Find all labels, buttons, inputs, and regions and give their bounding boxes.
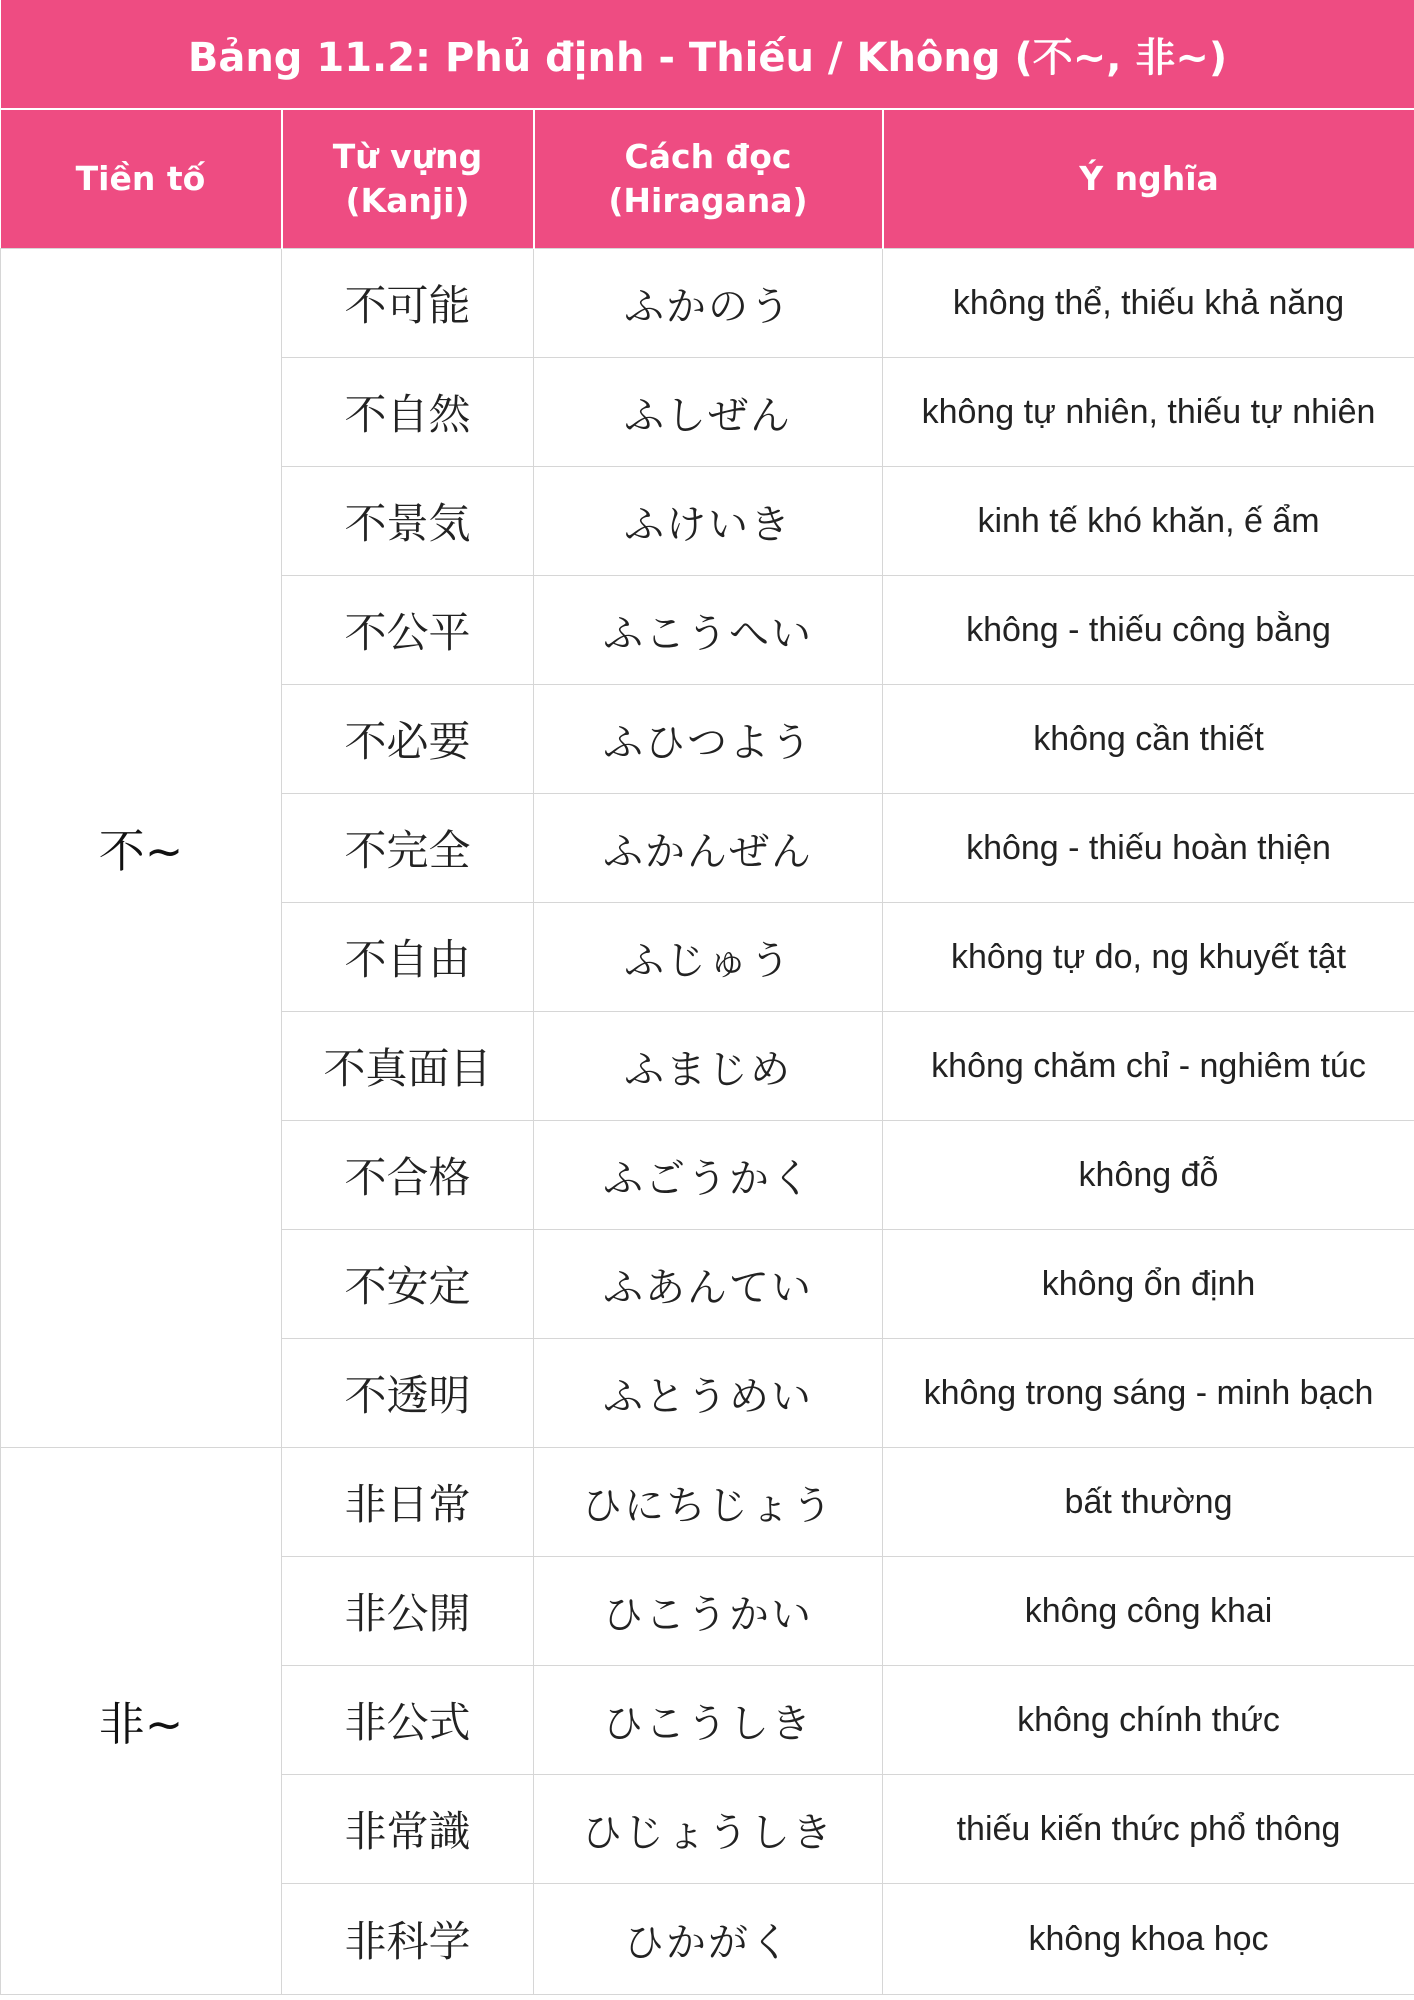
meaning-cell: không tự do, ng khuyết tật (883, 903, 1414, 1012)
prefix-cell: 非~ (1, 1448, 282, 1995)
reading-cell: ひこうかい (534, 1557, 883, 1666)
header-reading (534, 109, 883, 249)
kanji-cell: 非公式 (282, 1666, 534, 1775)
kanji-cell: 不自然 (282, 358, 534, 467)
kanji-cell: 不景気 (282, 467, 534, 576)
meaning-cell: không khoa học (883, 1884, 1414, 1995)
meaning-cell: không công khai (883, 1557, 1414, 1666)
kanji-cell: 不真面目 (282, 1012, 534, 1121)
reading-cell: ふひつよう (534, 685, 883, 794)
reading-cell: ふとうめい (534, 1339, 883, 1448)
reading-cell: ふかんぜん (534, 794, 883, 903)
header-prefix: Tiền tố (1, 109, 282, 249)
meaning-cell: không chính thức (883, 1666, 1414, 1775)
table-row (1, 249, 1414, 358)
kanji-cell: 非日常 (282, 1448, 534, 1557)
kanji-cell: 不透明 (282, 1339, 534, 1448)
reading-cell: ふごうかく (534, 1121, 883, 1230)
meaning-cell: không thể, thiếu khả năng (883, 249, 1414, 358)
meaning-cell: thiếu kiến thức phổ thông (883, 1775, 1414, 1884)
meaning-cell: không cần thiết (883, 685, 1414, 794)
reading-cell: ふこうへい (534, 576, 883, 685)
meaning-cell: bất thường (883, 1448, 1414, 1557)
table-row (1, 1448, 1414, 1557)
meaning-cell: không trong sáng - minh bạch (883, 1339, 1414, 1448)
reading-cell: ひじょうしき (534, 1775, 883, 1884)
kanji-cell: 不自由 (282, 903, 534, 1012)
header-meaning: Ý nghĩa (883, 109, 1414, 249)
header-kanji-line2: (Kanji) (345, 181, 470, 220)
reading-cell: ふけいき (534, 467, 883, 576)
kanji-cell: 非科学 (282, 1884, 534, 1995)
kanji-cell: 不可能 (282, 249, 534, 358)
meaning-cell: không ổn định (883, 1230, 1414, 1339)
reading-cell: ふかのう (534, 249, 883, 358)
reading-cell: ひにちじょう (534, 1448, 883, 1557)
reading-cell: ふしぜん (534, 358, 883, 467)
meaning-cell: không chăm chỉ - nghiêm túc (883, 1012, 1414, 1121)
kanji-cell: 不公平 (282, 576, 534, 685)
table-title: Bảng 11.2: Phủ định - Thiếu / Không (不~, 非~) (1, 0, 1414, 109)
meaning-cell: không tự nhiên, thiếu tự nhiên (883, 358, 1414, 467)
reading-cell: ふまじめ (534, 1012, 883, 1121)
reading-cell: ひかがく (534, 1884, 883, 1995)
kanji-cell: 不完全 (282, 794, 534, 903)
prefix-cell: 不~ (1, 249, 282, 1448)
meaning-cell: không - thiếu hoàn thiện (883, 794, 1414, 903)
kanji-cell: 不合格 (282, 1121, 534, 1230)
kanji-cell: 非常識 (282, 1775, 534, 1884)
table-body (1, 249, 1414, 1995)
meaning-cell: không đỗ (883, 1121, 1414, 1230)
header-reading-line1: Cách đọc (624, 137, 792, 176)
header-reading-line2: (Hiragana) (608, 181, 808, 220)
reading-cell: ふあんてい (534, 1230, 883, 1339)
meaning-cell: kinh tế khó khăn, ế ẩm (883, 467, 1414, 576)
kanji-cell: 不必要 (282, 685, 534, 794)
kanji-cell: 非公開 (282, 1557, 534, 1666)
header-kanji (282, 109, 534, 249)
table-title-row (1, 0, 1414, 109)
meaning-cell: không - thiếu công bằng (883, 576, 1414, 685)
kanji-cell: 不安定 (282, 1230, 534, 1339)
table-header-row (1, 109, 1414, 249)
reading-cell: ひこうしき (534, 1666, 883, 1775)
header-kanji-line1: Từ vựng (332, 137, 483, 176)
reading-cell: ふじゅう (534, 903, 883, 1012)
